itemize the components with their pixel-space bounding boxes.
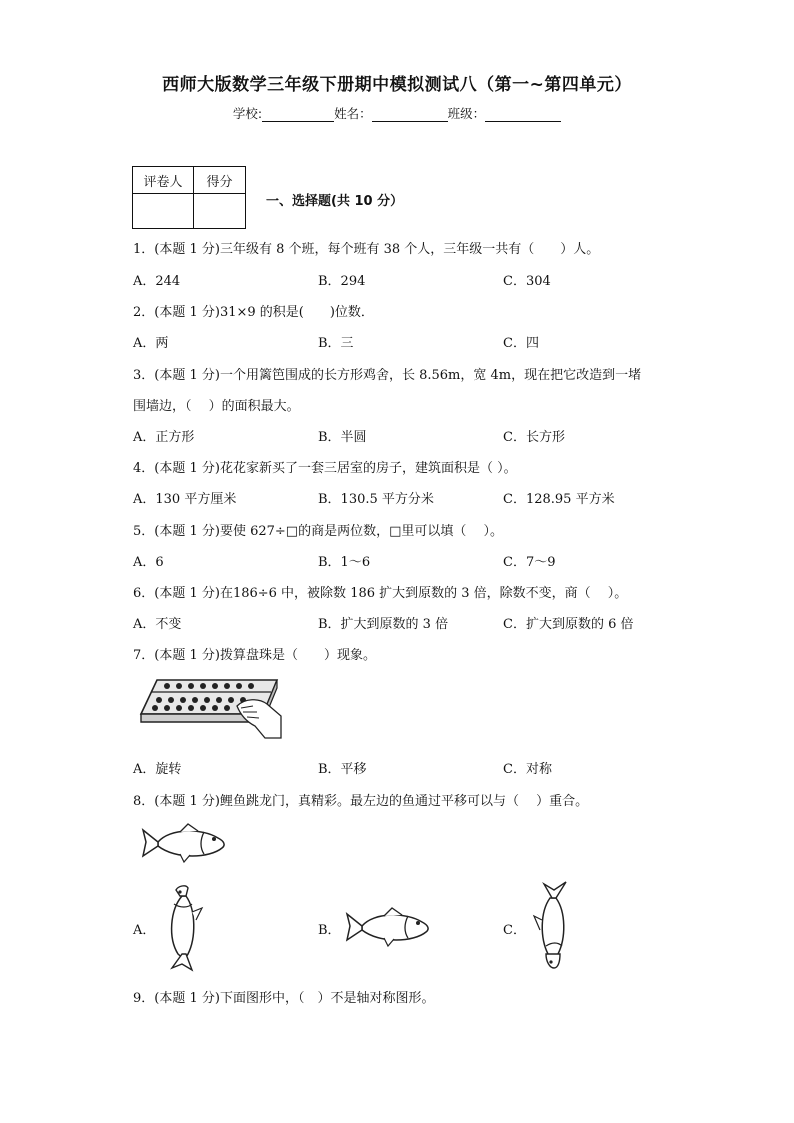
q3-option-b[interactable]: B．半圆: [318, 430, 367, 445]
question-8: 8．(本题 1 分)鲤鱼跳龙门，真精彩。最左边的鱼通过平移可以与（ ）重合。: [133, 794, 589, 809]
fish-option-c-image[interactable]: [528, 880, 578, 970]
q1-option-b[interactable]: B．294: [318, 274, 366, 289]
q8-option-b[interactable]: B．: [318, 923, 341, 938]
fish-option-a-image[interactable]: [160, 882, 210, 972]
abacus-image: [137, 676, 283, 744]
q5-option-a[interactable]: A．6: [133, 555, 164, 570]
q2-option-b[interactable]: B．三: [318, 336, 354, 351]
q4-option-b[interactable]: B．130.5 平方分米: [318, 492, 434, 507]
school-label: 学校:: [232, 106, 263, 121]
q1-option-c[interactable]: C．304: [503, 274, 551, 289]
question-2: 2．(本题 1 分)31×9 的积是( )位数．: [133, 305, 374, 320]
grader-cell[interactable]: [133, 194, 194, 229]
q2-option-a[interactable]: A．两: [133, 336, 169, 351]
q7-option-c[interactable]: C．对称: [503, 762, 552, 777]
score-cell[interactable]: [194, 194, 246, 229]
q8-option-a[interactable]: A．: [133, 923, 156, 938]
question-1: 1．(本题 1 分)三年级有 8 个班，每个班有 38 个人，三年级一共有（ ）人。: [133, 242, 600, 257]
grader-header: 评卷人: [133, 167, 194, 194]
q2-option-c[interactable]: C．四: [503, 336, 539, 351]
score-header: 得分: [194, 167, 246, 194]
q3-option-a[interactable]: A．正方形: [133, 430, 195, 445]
question-5: 5．(本题 1 分)要使 627÷□的商是两位数，□里可以填（ ）。: [133, 524, 503, 539]
question-7: 7．(本题 1 分)拨算盘珠是（ ）现象。: [133, 648, 376, 663]
q7-option-a[interactable]: A．旋转: [133, 762, 182, 777]
class-blank[interactable]: [485, 109, 561, 122]
q5-option-c[interactable]: C．7～9: [503, 555, 556, 570]
q4-option-c[interactable]: C．128.95 平方米: [503, 492, 615, 507]
section-title: 一、选择题(共 10 分）: [266, 194, 404, 209]
name-blank[interactable]: [372, 109, 448, 122]
q4-option-a[interactable]: A．130 平方厘米: [133, 492, 237, 507]
class-label: 班级：: [447, 106, 486, 121]
question-4: 4．(本题 1 分)花花家新买了一套三居室的房子，建筑面积是（ ）。: [133, 461, 517, 476]
q6-option-c[interactable]: C．扩大到原数的 6 倍: [503, 617, 634, 632]
name-label: 姓名：: [334, 106, 372, 121]
page-title: 西师大版数学三年级下册期中模拟测试八（第一~第四单元）: [162, 75, 632, 95]
fish-original-image: [140, 822, 230, 864]
question-3-line-2: 围墙边，（ ）的面积最大。: [133, 399, 300, 414]
question-9: 9．(本题 1 分)下面图形中，（ ）不是轴对称图形。: [133, 991, 435, 1006]
q5-option-b[interactable]: B．1～6: [318, 555, 371, 570]
school-blank[interactable]: [262, 109, 334, 122]
fish-option-b-image[interactable]: [344, 906, 434, 948]
question-6: 6．(本题 1 分)在186÷6 中，被除数 186 扩大到原数的 3 倍，除数不变，商（ ）。: [133, 586, 628, 601]
student-info-line: [0, 104, 794, 122]
q6-option-b[interactable]: B．扩大到原数的 3 倍: [318, 617, 449, 632]
score-table: [132, 166, 246, 229]
q8-option-c[interactable]: C．: [503, 923, 526, 938]
question-3: 3．(本题 1 分)一个用篱笆围成的长方形鸡舍，长 8.56m，宽 4m，现在把它改造到一堵: [133, 368, 642, 383]
q6-option-a[interactable]: A．不变: [133, 617, 182, 632]
q1-option-a[interactable]: A．244: [133, 274, 181, 289]
q7-option-b[interactable]: B．平移: [318, 762, 367, 777]
q3-option-c[interactable]: C．长方形: [503, 430, 565, 445]
